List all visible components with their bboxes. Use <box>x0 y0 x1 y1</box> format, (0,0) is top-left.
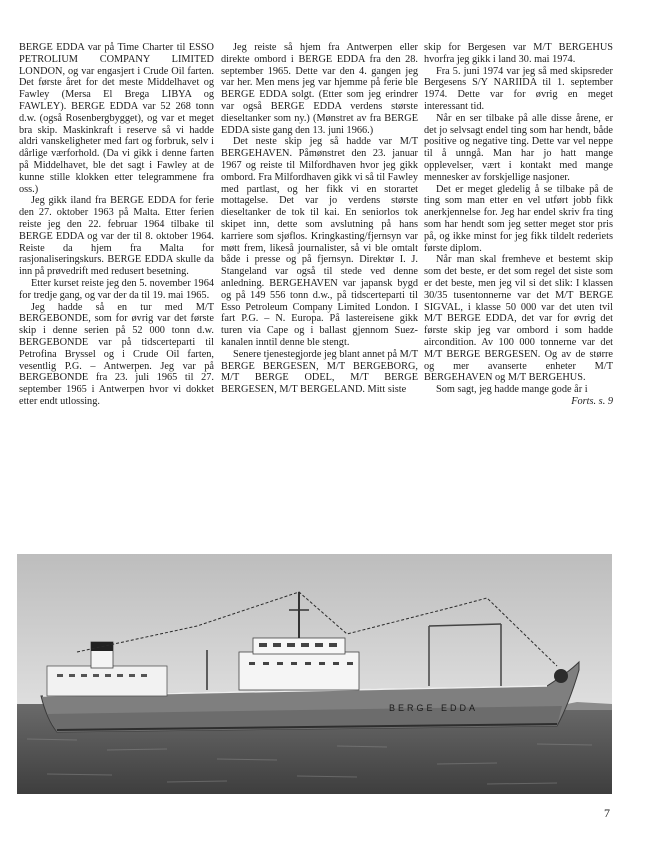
hull-name: BERGE EDDA <box>389 703 479 713</box>
paragraph: Når man skal fremheve et bestemt skip som det beste, er det som regel det siste som er det beste, men jeg vil si det slik: I klassen 30/35 tusentonnerne var det M/T BERGE SIGVAL, i klasse 50 000 var det uten tvil M/T BERGE EDDA, det var for øvrig det første skip jeg var ombord i som hadde aircondition. Av 100 000 tonnerne var det M/T BERGE BERGESEN. Og av de større og mer avanserte enheter M/T BERGEHAVEN og M/T BERGEHUS. <box>424 254 613 384</box>
paragraph: skip for Bergesen var M/T BERGEHUS hvorfra jeg gikk i land 30. mai 1974. <box>424 42 613 65</box>
paragraph: Det er meget gledelig å se tilbake på de ting som man etter en vel utført jobb fikk anerkjennelse for. Jeg har endel skriv fra ting som har hendt som jeg setter meget stor pris på, og ikke minst for jeg fikk tildelt rederiets første diplom. <box>424 183 613 254</box>
continued-note: Forts. s. 9 <box>571 395 613 407</box>
paragraph: BERGE EDDA var på Time Charter til ESSO PETROLIUM COMPANY LIMITED LONDON, og var engasjert i Crude Oil farten. Det første året for det meste Middelhavet og Fawley (Mersa El Brega LIBYA og FAWLEY). BERGE EDDA var 52 268 tonn d.w. (også Rosenbergbygget), og var et meget bra skip. Maskinkraft i reserve så vi hadde aldri vanskeligheter med fart og forbruk, selv i dårlige værforhold. (Da vi gikk i denne farten på Middelhavet, ble det sagt i Fawley at de kunne stille klokken etter telegrammene fra oss.) <box>19 42 214 195</box>
paragraph: Senere tjenestegjorde jeg blant annet på M/T BERGE BERGESEN, M/T BERGEBORG, M/T BERGE ODEL, M/T BERGE BERGESEN, M/T BERGELAND. Mitt siste <box>221 348 418 396</box>
paragraph: Etter kurset reiste jeg den 5. november 1964 for tredje gang, og var der da til 19. mai 1965. <box>19 277 214 301</box>
paragraph: Jeg gikk iland fra BERGE EDDA for ferie den 27. oktober 1963 på Malta. Etter ferien reiste jeg den 22. februar 1964 tilbake til BERGE EDDA og var der til 8. oktober 1964. Reiste da hjem fra Malta for rasjonaliseringskurs. BERGE EDDA skulle da inn på prøvedrift med redusert besetning. <box>19 195 214 278</box>
paragraph: Jeg reiste så hjem fra Antwerpen eller direkte ombord i BERGE EDDA fra den 28. september 1965. Dette var den 4. gangen jeg var her. Men mens jeg var hjemme på ferie ble BERGE EDDA solgt. (Etter som jeg erindrer var også BERGE EDDA verdens største dieseltanker som ny.) (Mønstret av fra BERGE EDDA siste gang den 13. juni 1966.) <box>221 42 418 136</box>
aft-superstructure <box>47 666 167 696</box>
text-column-2 <box>221 42 418 396</box>
paragraph: Fra 5. juni 1974 var jeg så med skipsreder Bergesens S/Y NARIIDA til 1. september 1974. Dette var for øvrig en meget interessant tid. <box>424 65 613 112</box>
page-number: 7 <box>604 806 610 820</box>
paragraph: Jeg hadde så en tur med M/T BERGEBONDE, som for øvrig var det første skip i denne serien på 52 000 tonn d.w. BERGEBONDE var på tidscerteparti til Petrofina Bryssel og i Crude Oil farten, vesentlig P.G. – Antwerpen. Jeg var på BERGEBONDE fra 23. juli 1965 til 27. september 1965 i Antwerpen hvor vi dokket etter endt utlossing. <box>19 301 214 407</box>
bow-emblem <box>554 669 568 683</box>
bridge-house <box>239 652 359 690</box>
paragraph: Det neste skip jeg så hadde var M/T BERGEHAVEN. Påmønstret den 23. januar 1967 og reiste til Milfordhaven hvor jeg gikk ombord. Fra Milfordhaven gikk vi så til Fawley med partlast, og her fikk vi en storartet mottagelse. Det var jo verdens største dieseltanker de tok til kai. En seniorlos tok skipet inn, dette som avslutning på hans karriere som sjøflos. Kringkasting/fjernsyn var møtt frem, likeså journalister, så vi ble omtalt både i presse og på fjernsyn. Direktør I. J. Stangeland var også til stede ved denne anledning. BERGEHAVEN var japansk bygd og på 149 556 tonn d.w., på tidscerteparti til Esso Petroleum Company Limited London. I fart P.G. – N. Europa. På lastereisene gikk turen via Cape og i ballast gjennom Suez-kanalen inntil denne ble stengt. <box>221 136 418 348</box>
paragraph: Som sagt, jeg hadde mange gode år i <box>436 384 588 396</box>
ship-photo <box>17 554 612 794</box>
tanker-illustration <box>17 554 612 794</box>
text-column-3 <box>424 42 613 408</box>
paragraph: Når en ser tilbake på alle disse årene, er det jo selvsagt endel ting som har hendt, både positive og negative ting. Dette var vel neppe til å unngå. Man har jo hatt mange opplevelser, vært i kontakt med mange mennesker av forskjellige nasjoner. <box>424 112 613 183</box>
text-column-1 <box>19 42 214 408</box>
